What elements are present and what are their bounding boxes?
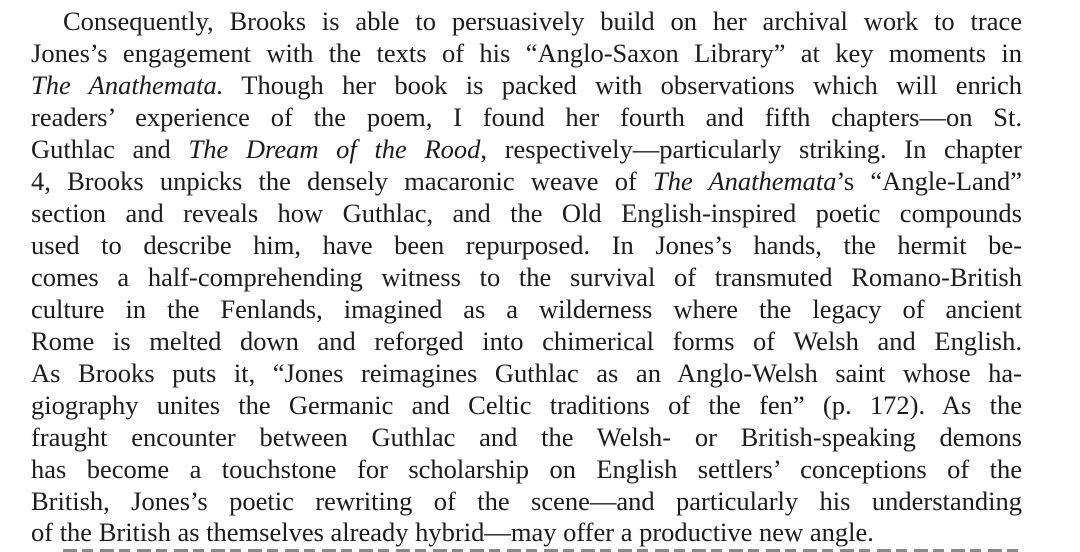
- paragraph-line-15: has become a touchstone for scholarship on English settlers’ conceptions of the: [31, 454, 1022, 484]
- paragraph-line-11: Rome is melted down and reforged into chimerical forms of Welsh and English.: [31, 326, 1022, 356]
- paragraph-line-1: Consequently, Brooks is able to persuasively build on her archival work to trace: [63, 6, 1022, 36]
- paragraph-line-13: giography unites the Germanic and Celtic traditions of the fen” (p. 172). As the: [31, 390, 1022, 420]
- paragraph-line-2: Jones’s engagement with the texts of his “Anglo-Saxon Library” at key moments in: [31, 38, 1022, 68]
- paragraph-line-5: Guthlac and The Dream of the Rood, respectively—particularly striking. In chapter: [31, 134, 1022, 164]
- paragraph-line-8: used to describe him, have been repurposed. In Jones’s hands, the hermit be-: [31, 230, 1022, 260]
- paragraph-line-10: culture in the Fenlands, imagined as a wilderness where the legacy of ancient: [31, 294, 1022, 324]
- book-title-italic: The Anathemata: [652, 166, 837, 196]
- paragraph-line-4: readers’ experience of the poem, I found her fourth and fifth chapters—on St.: [31, 102, 1022, 132]
- paragraph-line-14: fraught encounter between Guthlac and the Welsh- or British-speaking demons: [31, 422, 1022, 452]
- cropped-next-line: [63, 543, 1022, 552]
- paragraph-line-6: 4, Brooks unpicks the densely macaronic weave of The Anathemata’s “Angle-Land”: [31, 166, 1022, 196]
- paragraph-line-7: section and reveals how Guthlac, and the Old English-inspired poetic compounds: [31, 198, 1022, 228]
- paragraph-line-9: comes a half-comprehending witness to the survival of transmuted Romano-British: [31, 262, 1022, 292]
- poem-title-italic: The Dream of the Rood: [188, 134, 481, 164]
- paragraph-line-3: The Anathemata. Though her book is packed with observations which will enrich: [31, 70, 1022, 100]
- book-title-italic: The Anathemata.: [31, 70, 224, 100]
- paragraph-line-16: British, Jones’s poetic rewriting of the scene—and particularly his understanding: [31, 486, 1022, 516]
- paragraph-line-12: As Brooks puts it, “Jones reimagines Guthlac as an Anglo-Welsh saint whose ha-: [31, 358, 1022, 388]
- paragraph-line-17: of the British as themselves already hybrid—may offer a productive new angle.: [31, 517, 874, 547]
